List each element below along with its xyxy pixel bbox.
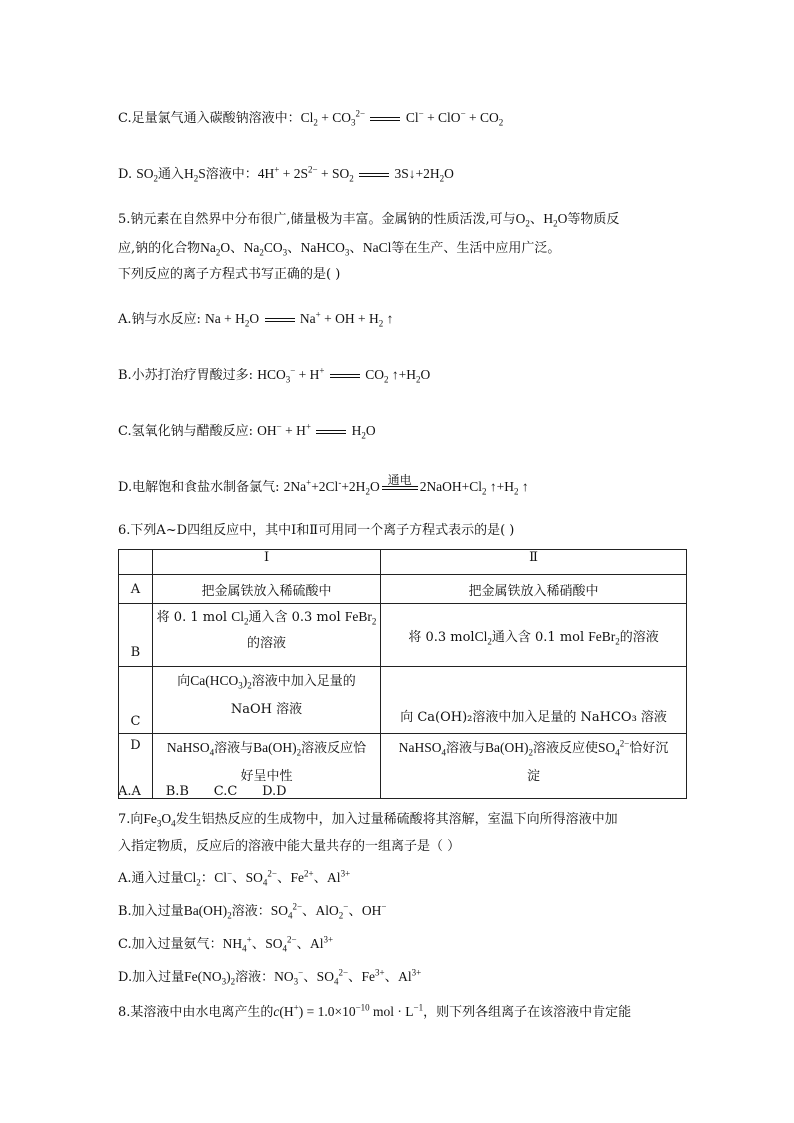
cell-col2: NaHSO$_4$溶液与$Ba(OH)_2$溶液反应使$SO_4^{2-}$恰好沉 淀: [381, 734, 687, 799]
cell-col1: NaHSO$_4$溶液与$Ba(OH)_2$溶液反应恰 好呈中性: [152, 734, 380, 799]
prev-option-d: D. $SO_2$通入$H_2S$溶液中：$4H^+ + 2S^{2-} + SO_2$ $3S↓+2H_2O$: [118, 164, 454, 184]
condition-label: 通电: [387, 472, 412, 487]
q7-stem-line2: 入指定物质，反应后的溶液中能大量共存的一组离子是（ ）: [118, 839, 461, 854]
table-row: [119, 575, 687, 604]
row-label: C: [119, 667, 153, 734]
table-header-row: [119, 550, 687, 575]
header-cell: Ⅰ: [152, 550, 380, 575]
q6-table: [118, 549, 687, 799]
row-label: A: [119, 575, 153, 604]
q5-option-d: D.电解饱和食盐水制备氯气: $2Na^++2Cl^-+2H_2O$ 通电 $2NaOH+Cl_2$ $↑+H_2$ ↑: [118, 472, 529, 497]
table-row: [119, 667, 687, 734]
q6-choices: A.A B.B C.C D.D: [118, 784, 287, 799]
cell-col1: 将 0. 1 mol $Cl_2$通入含 0.3 mol FeBr$_2$ 的溶液: [152, 604, 380, 667]
row-label: D: [119, 734, 153, 799]
cell-col2: 将 0.3 molCl$_2$通入含 0.1 mol FeBr$_2$的溶液: [381, 604, 687, 667]
equation: $HCO_3^- + H^+$ $CO_2$ $↑+H_2O$: [257, 365, 431, 385]
cell-col1: 向$Ca(HCO_3)_2$溶液中加入足量的 NaOH 溶液: [152, 667, 380, 734]
q7-option-b: B.加入过量$Ba(OH)_2$溶液：$SO_4^{2-}$、AlO$_2$−、OH−: [118, 901, 387, 921]
q7-option-c: C.加入过量氨气：$NH_4^+$、$SO_4^{2-}$、$Al^{3+}$: [118, 934, 334, 954]
equation: $4H^+ + 2S^{2-} + SO_2$ $3S↓+2H_2O$: [257, 164, 454, 184]
table-row: [119, 604, 687, 667]
equation: $Cl_2 + CO_3^{2-}$ $Cl^- + ClO^- + CO_2$: [300, 108, 504, 128]
row-label: B: [119, 604, 153, 667]
equation: $2Na^++2Cl^-+2H_2O$ 通电 $2NaOH+Cl_2$ $↑+H_2$ ↑: [283, 472, 529, 497]
q5-option-b: B.小苏打治疗胃酸过多: $HCO_3^- + H^+$ $CO_2$ $↑+H_2O$: [118, 365, 431, 385]
q5-intro-line2: 应,钠的化合物$Na_2O$、$Na_2CO_3$、NaHCO$_3$、NaCl等在生产、生活中应用广泛。: [118, 240, 561, 258]
equation: $Na + H_2O$ Na+ + OH + $H_2$ ↑: [205, 309, 394, 329]
q7-option-a: A.通入过量$Cl_2$：Cl−、$SO_4^{2-}$、$Fe^{2+}$、$Al^{3+}$: [118, 868, 351, 888]
cell-col2: 把金属铁放入稀硝酸中: [381, 575, 687, 604]
header-cell: Ⅱ: [381, 550, 687, 575]
q8-stem: 8.某溶液中由水电离产生的$c(H^+) = 1.0\times 10^{-10}$ mol · $L^{-1}$，则下列各组离子在该溶液中肯定能: [118, 1002, 632, 1020]
prev-option-c: C.足量氯气通入碳酸钠溶液中：$Cl_2 + CO_3^{2-}$ $Cl^- + ClO^- + CO_2$: [118, 108, 504, 128]
equation: OH− + H+ $H_2O$: [257, 421, 376, 441]
q5-option-a: A.钠与水反应: $Na + H_2O$ Na+ + OH + $H_2$ ↑: [118, 309, 394, 329]
q6-stem: 6.下列A~D四组反应中，其中Ⅰ和Ⅱ可用同一个离子方程式表示的是( ): [118, 523, 515, 538]
q5-stem: 下列反应的离子方程式书写正确的是( ): [118, 267, 341, 282]
q7-stem-line1: 7.向$Fe_3O_4$发生铝热反应的生成物中，加入过量稀硫酸将其溶解，室温下向所得溶液中加: [118, 811, 618, 829]
q5-intro-line1: 5.钠元素在自然界中分布很广,储量极为丰富。金属钠的性质活泼,可与$O_2$、$H_2O$等物质反: [118, 211, 620, 229]
cell-col2: 向 Ca(OH)₂溶液中加入足量的 NaHCO₃ 溶液: [381, 667, 687, 734]
q7-option-d: D.加入过量$Fe(NO_3)_2$溶液：$NO_3^-$、$SO_4^{2-}$、$Fe^{3+}$、$Al^{3+}$: [118, 967, 422, 987]
header-cell: [119, 550, 153, 575]
q5-option-c: C.氢氧化钠与醋酸反应: OH− + H+ $H_2O$: [118, 421, 376, 441]
cell-col1: 把金属铁放入稀硫酸中: [152, 575, 380, 604]
